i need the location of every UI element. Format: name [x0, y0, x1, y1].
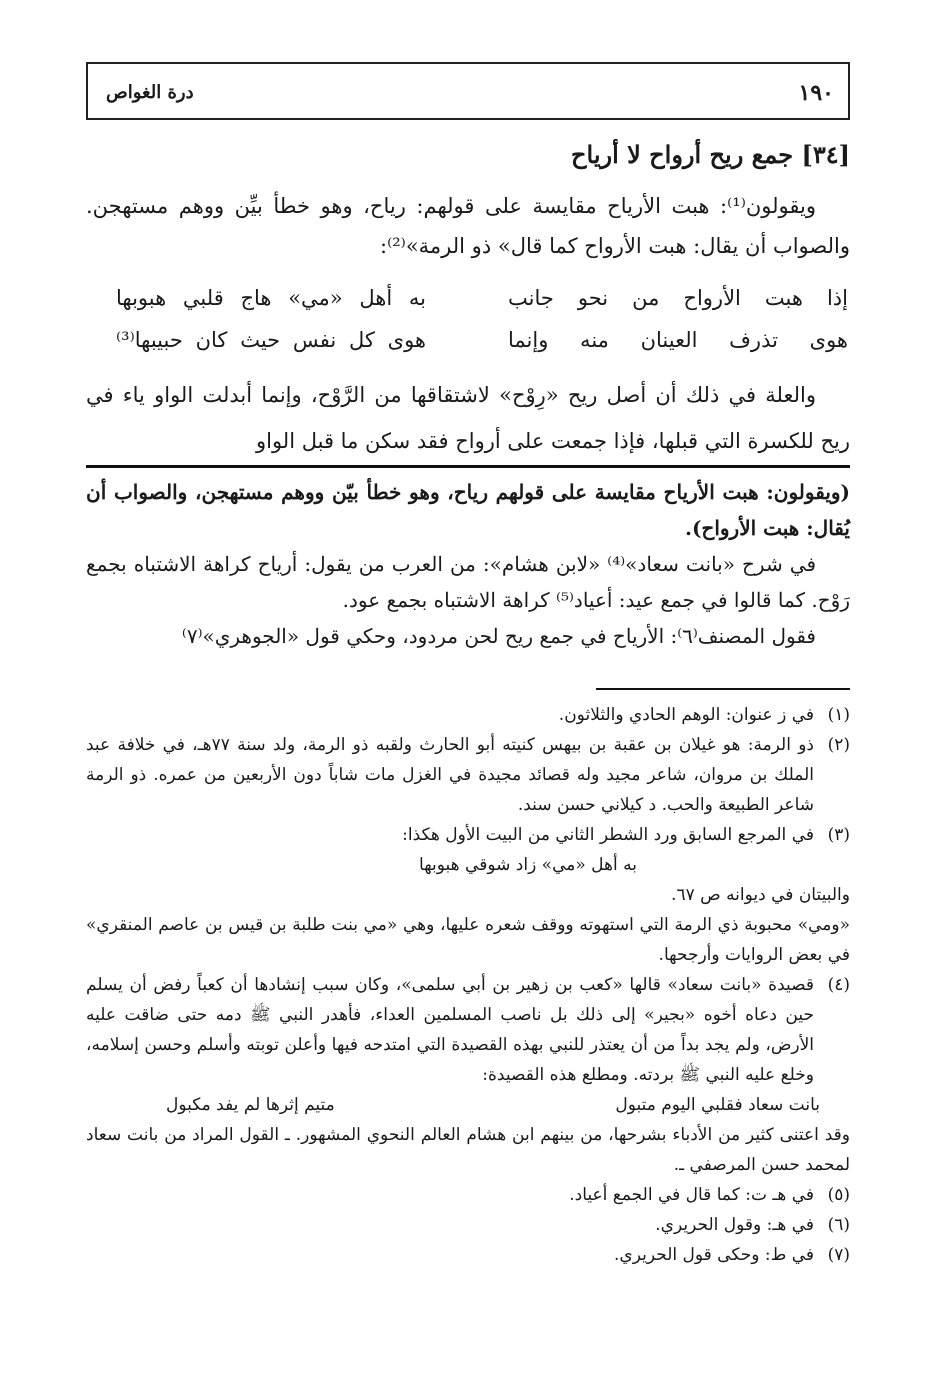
footnote-text: في ط: وحكى قول الحريري. [614, 1245, 814, 1265]
verse-line [86, 286, 850, 328]
commentary-paragraph-1: في شرح «بانت سعاد»⁽⁴⁾ «لابن هشام»: من العرب من يقول: أرياح كراهة الاشتباه بجمع رَوْح. كما قالوا في جمع عيد: أعياد⁽⁵⁾ كراهة الاشتباه بجمع عود. [86, 552, 850, 612]
footnote-number: (٦) [827, 1215, 850, 1235]
footnote-number: (٧) [827, 1245, 850, 1265]
footnote-divider [596, 688, 850, 690]
footnote-number: (٣) [827, 825, 850, 845]
footnote-continuation: «ومي» محبوبة ذي الرمة التي استهوته ووقف شعره عليها، وهي «مي بنت طلبة بن قيس بن عاصم المنقري» في بعض الروايات وأرجحها. [86, 915, 850, 965]
main-paragraph-2: والعلة في ذلك أن أصل ريح «رِوْح» لاشتقاقها من الرَّوْح، وإنما أبدلت الواو ياء في ريح للكسرة التي قبلها، فإذا جمعت على أرواح فقد سكن ما قبل الواو [86, 383, 850, 453]
footnote [86, 1210, 850, 1240]
footnote [86, 820, 850, 850]
page-number: ١٩٠ [798, 80, 834, 106]
verse-line [86, 328, 850, 370]
verse-hemistich-second: هوى كل نفس حيث كان حبيبها⁽³⁾ [116, 328, 426, 352]
section-heading: [٣٤] جمع ريح أرواح لا أرياح [571, 140, 850, 169]
footnotes [86, 700, 850, 1270]
commentary-block [86, 474, 850, 654]
footnote-number: (٥) [827, 1185, 850, 1205]
poem-verses [86, 286, 850, 370]
footnote-verse: به أهل «مي» زاد شوقي هبوبها [419, 855, 637, 875]
footnote [86, 1240, 850, 1270]
commentary-paragraph-2: فقول المصنف⁽٦⁾: الأرياح في جمع ريح لحن مردود، وحكي قول «الجوهري»⁽٧⁾ [181, 624, 816, 648]
footnote-number: (٢) [827, 735, 850, 755]
verse-hemistich-first: إذا هبت الأرواح من نحو جانب [508, 286, 848, 310]
verse-hemistich-first: هوى تذرف العينان منه وإنما [508, 328, 848, 352]
commentary-quote: (ويقولون: هبت الأرياح مقايسة على قولهم رياح، وهو خطأ بيّن ووهم مستهجن، والصواب أن يُقال: هبت الأرواح). [86, 480, 850, 540]
main-paragraph-1: ويقولون⁽¹⁾: هبت الأرياح مقايسة على قولهم: رياح، وهو خطأ بيِّن ووهم مستهجن. والصواب أن يقال: هبت الأرواح كما قال» ذو الرمة»⁽²⁾: [86, 194, 850, 258]
footnote [86, 700, 850, 730]
footnote-continuation: والبيتان في ديوانه ص ٦٧. [671, 885, 850, 905]
verse-hemistich-second: به أهل «مي» هاج قلبي هبوبها [116, 286, 426, 310]
page-header [86, 62, 850, 120]
footnote-text: في المرجع السابق ورد الشطر الثاني من البيت الأول هكذا: [402, 825, 814, 845]
footnote [86, 730, 850, 820]
footnote-continuation: وقد اعتنى كثير من الأدباء بشرحها، من بينهم ابن هشام العالم النحوي المشهور. ـ القول المراد من بانت سعاد لمحمد حسن المرصفي ـ. [86, 1125, 850, 1175]
verse-hemistich-first: بانت سعاد فقلبي اليوم متبول [615, 1095, 820, 1115]
footnote [86, 970, 850, 1090]
section-divider [86, 465, 850, 468]
footnote [86, 1180, 850, 1210]
footnote-text: ذو الرمة: هو غيلان بن عقبة بن بيهس كنيته أبو الحارث ولقبه ذو الرمة، ولد سنة ٧٧هـ، في خلافة عبد الملك بن مروان، شاعر مجيد وله قصائد مجيدة في الغزل مات شاباً دون الأربعين من عمره. ذو الرمة شاعر الطبيعة والحب. د كيلاني حسن سند. [86, 735, 814, 815]
book-title: درة الغواص [106, 82, 194, 103]
verse-hemistich-second: متيم إثرها لم يفد مكبول [166, 1095, 335, 1115]
footnote-text: في هـ ت: كما قال في الجمع أعياد. [569, 1185, 814, 1205]
footnote-number: (١) [827, 705, 850, 725]
footnote-number: (٤) [827, 975, 850, 995]
footnote-text: في ز عنوان: الوهم الحادي والثلاثون. [558, 705, 814, 725]
footnote-text: قصيدة «بانت سعاد» قالها «كعب بن زهير بن أبي سلمى»، وكان سبب إنشادها أن كعباً رفض أن يسلم حين دعاه أخوه «بجير» إلى ذلك بل ناصب المسلمين العداء، فأهدر النبي ﷺ دمه حتى ضاقت عليه الأرض، ولم يجد بداً من أن يعتذر للنبي بهذه القصيدة التي امتدحه فيها وأعلن توبته وأسلم وحسن إسلامه، وخلع عليه النبي ﷺ بردته. ومطلع هذه القصيدة: [86, 975, 814, 1085]
footnote-verse-pair [86, 1090, 850, 1120]
footnote-text: في هـ: وقول الحريري. [655, 1215, 814, 1235]
